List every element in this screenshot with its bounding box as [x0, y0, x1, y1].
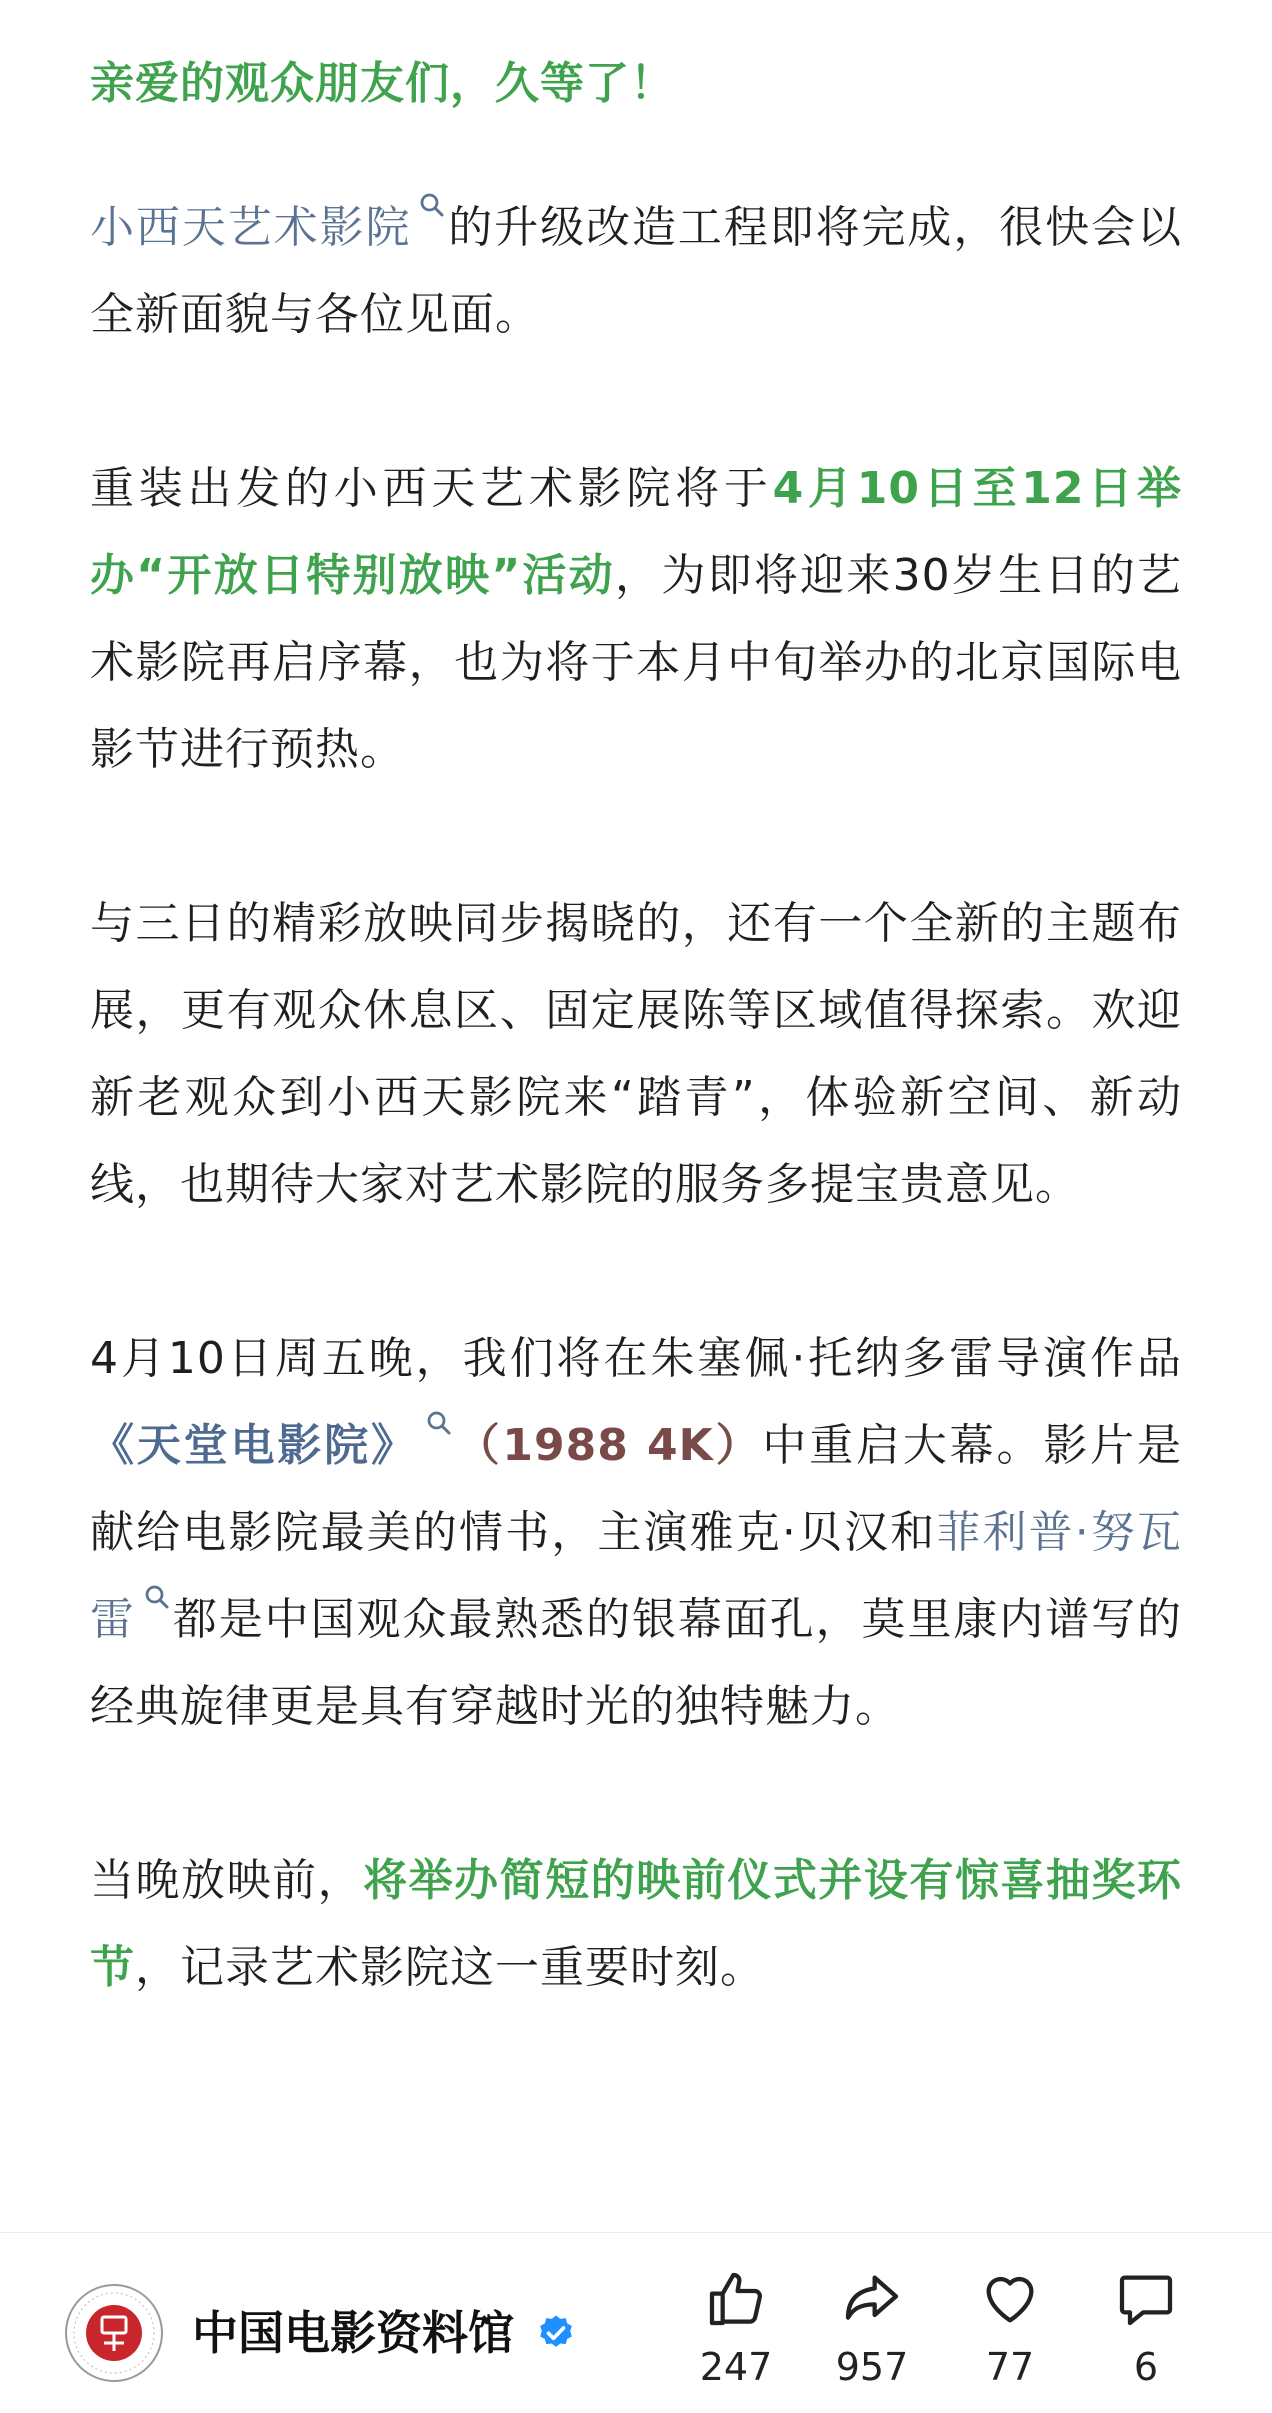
like-button[interactable]	[681, 2267, 791, 2389]
paragraph-ceremony	[90, 1837, 1182, 2011]
share-count: 957	[835, 2345, 909, 2389]
paragraph-text: 中重启大幕。影片是献给电影院最美的情书，主演雅克·贝汉和	[90, 1420, 1183, 1558]
search-link-film[interactable]: 《天堂电影院》	[90, 1420, 418, 1471]
comment-count: 6	[1133, 2345, 1159, 2389]
paragraph-text: 都是中国观众最熟悉的银幕面孔，莫里康内谱写的经典旋律更是具有穿越时光的独特魅力。	[90, 1594, 1183, 1732]
share-button[interactable]	[817, 2267, 927, 2389]
search-icon[interactable]	[417, 190, 447, 220]
paragraph-text: 的升级改造工程即将完成，很快会以全新面貌与各位见面。	[90, 202, 1182, 340]
highlight-open-day: 4月10日至12日举办“开放日特别放映”活动	[90, 463, 1183, 601]
search-link-xiaoxitian[interactable]: 小西天艺术影院	[90, 202, 412, 253]
verified-badge-icon	[536, 2313, 576, 2353]
paragraph-text: ，为即将迎来30岁生日的艺术影院再启序幕，也为将于本月中旬举办的北京国际电影节进行预热。	[90, 550, 1182, 775]
paragraph-text: 重装出发的小西天艺术影院将于	[90, 463, 773, 514]
greeting-paragraph: 亲爱的观众朋友们，久等了！	[90, 58, 675, 109]
favorite-button[interactable]	[955, 2267, 1065, 2389]
account-name[interactable]: 中国电影资料馆	[192, 2306, 514, 2360]
like-count: 247	[699, 2345, 773, 2389]
paragraph-screening	[90, 1315, 1182, 1750]
avatar[interactable]	[64, 2283, 164, 2383]
share-arrow-icon	[840, 2267, 904, 2331]
paragraph-renovation	[90, 184, 1182, 358]
bottom-action-bar	[0, 2232, 1272, 2413]
paragraph-exhibition: 与三日的精彩放映同步揭晓的，还有一个全新的主题布展，更有观众休息区、固定展陈等区域值得探索。欢迎新老观众到小西天影院来“踏青”，体验新空间、新动线，也期待大家对艺术影院的服务多提宝贵意见。	[90, 898, 1182, 1210]
favorite-count: 77	[985, 2345, 1035, 2389]
search-link-actor[interactable]: 菲利普·努瓦雷	[90, 1507, 1182, 1645]
comment-bubble-icon	[1114, 2267, 1178, 2331]
article-body	[90, 40, 1182, 2098]
paragraph-text: 4月10日周五晚，我们将在朱塞佩·托纳多雷导演作品	[90, 1333, 1182, 1384]
paragraph-open-day	[90, 445, 1182, 793]
comment-button[interactable]	[1091, 2267, 1201, 2389]
highlight-ceremony: 将举办简短的映前仪式并设有惊喜抽奖环节	[90, 1855, 1183, 1993]
paragraph-text: ，记录艺术影院这一重要时刻。	[135, 1942, 765, 1993]
thumbs-up-icon	[704, 2267, 768, 2331]
search-icon[interactable]	[424, 1408, 454, 1438]
paragraph-text: 当晚放映前，	[90, 1855, 364, 1906]
heart-icon	[978, 2267, 1042, 2331]
film-spec: （1988 4K）	[453, 1420, 763, 1471]
search-icon[interactable]	[142, 1582, 172, 1612]
